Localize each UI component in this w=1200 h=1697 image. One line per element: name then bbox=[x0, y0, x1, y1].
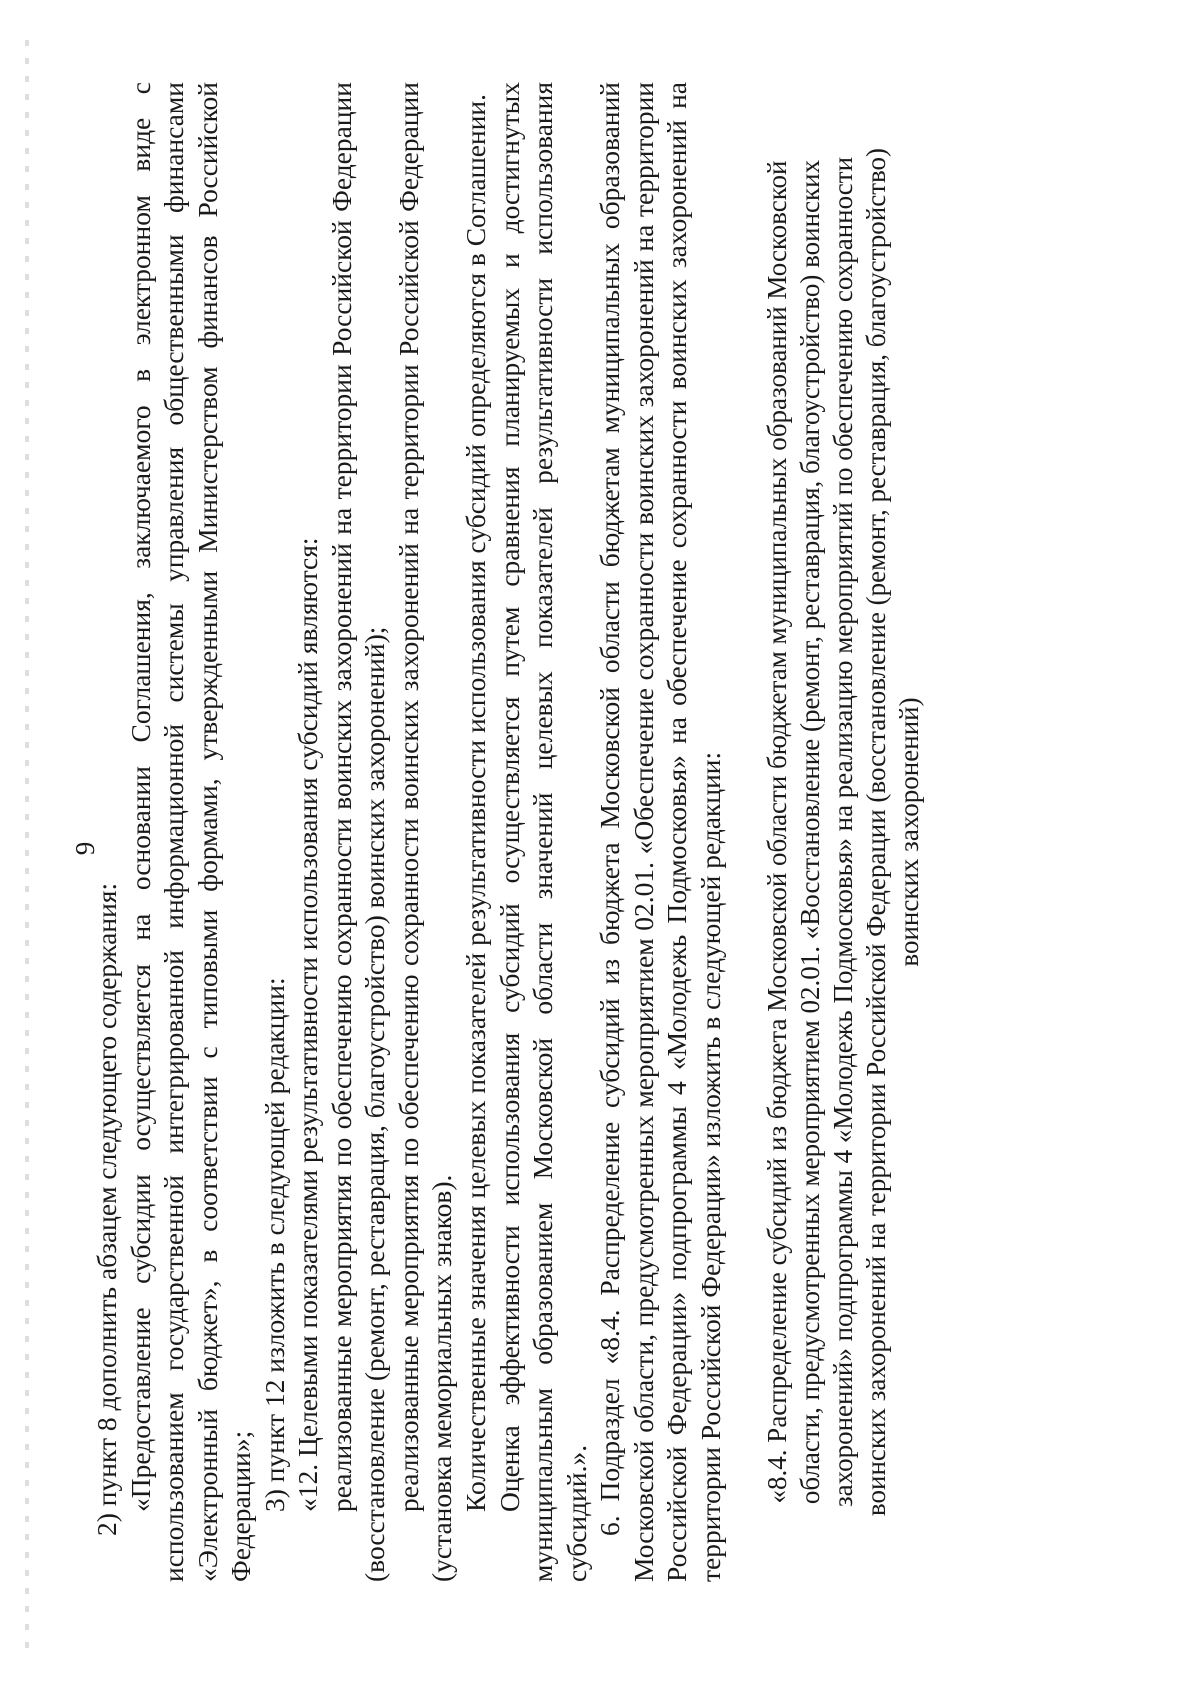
subsection-title: «8.4. Распределение субсидий из бюджета Московской области бюджетам муниципальных образований Московской области, предусмотренных мероприятием 02.01. «Восстановление (ремонт, реставрация, благоустройство) воинских захоронений» подпрограммы 4 «Молодежь Подмосковья» на реализацию мероприятий по обеспечению сохранности воинских захоронений на территории Российской Федерации (восстановление (ремонт, реставрация, благоустройство) воинских захоронений) bbox=[762, 147, 925, 1517]
paragraph-subsection-revision: 6. Подраздел «8.4. Распределение субсидий из бюджета Московской области бюджетам муниципальных образований Московской области, предусмотренных мероприятием 02.01. «Обеспечение сохранности воинских захоронений на территории Российской Федерации» подпрограммы 4 «Молодежь Подмосковья» на обеспечение сохранности воинских захоронений на территории Российской Федерации» изложить в следующей редакции: bbox=[594, 82, 726, 1582]
paragraph-subsidy-agreement: «Предоставление субсидии осуществляется на основании Соглашения, заключаемого в электронном виде с использованием государственной интегрированной информационной системы управления общественными финансами «Электронный бюджет», в соответствии с типовыми формами, утвержденными Министерством финансов Российской Федерации»; bbox=[124, 82, 257, 1582]
paragraph-indicator-restoration: реализованные мероприятия по обеспечению сохранности воинских захоронений на территории Российской Федерации (восстановление (ремонт, реставрация, благоустройство) воинских захоронений); bbox=[325, 82, 391, 1582]
paragraph-target-indicators: «12. Целевыми показателями результативности использования субсидий являются: bbox=[292, 537, 324, 1512]
paragraph-item-8-addition: 2) пункт 8 дополнить абзацем следующего содержания: bbox=[91, 882, 122, 1536]
paragraph-indicator-memorials: реализованные мероприятия по обеспечению сохранности воинских захоронений на территории Российской Федерации (установка мемориальных знаков). bbox=[392, 82, 458, 1582]
page-number: 9 bbox=[70, 841, 100, 856]
paragraph-efficiency-assessment: Оценка эффективности использования субсидий осуществляется путем сравнения планируемых и достигнутых муниципальным образованием Московской области значений целевых показателей результативности использования субсидий.». bbox=[493, 82, 592, 1582]
paragraph-indicator-values: Количественные значения целевых показателей результативности использования субсидий определяются в Соглашении. bbox=[460, 93, 492, 1512]
document-body bbox=[90, 82, 926, 1582]
paragraph-item-12-revision: 3) пункт 12 изложить в следующей редакции: bbox=[258, 977, 290, 1512]
